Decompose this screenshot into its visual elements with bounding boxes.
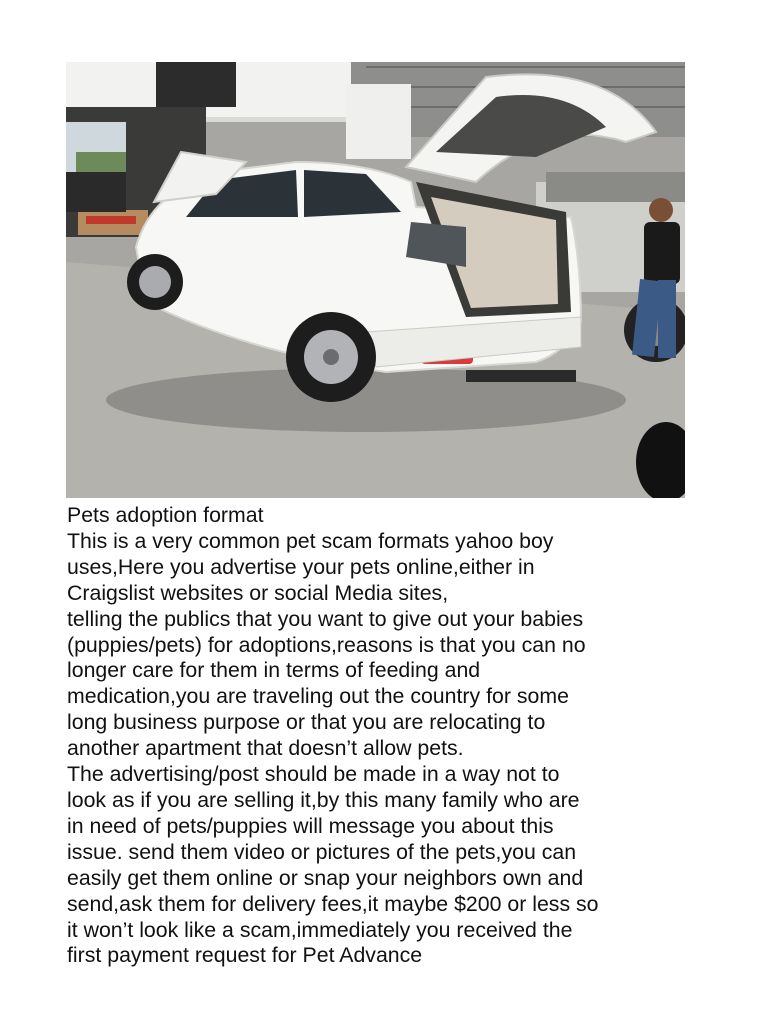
text-line: The advertising/post should be made in a way not to [67, 762, 560, 787]
text-line: send,ask them for delivery fees,it maybe $200 or less so [67, 891, 599, 916]
text-line: easily get them online or snap your neighbors own and [67, 865, 584, 890]
text-line: in need of pets/puppies will message you about this [67, 813, 554, 838]
text-line: first payment request for Pet Advance [67, 943, 423, 968]
text-line: look as if you are selling it,by this many family who are [67, 787, 580, 812]
text-line: (puppies/pets) for adoptions,reasons is that you can no [67, 632, 586, 657]
article-title: Pets adoption format [67, 503, 264, 527]
text-line: This is a very common pet scam formats yahoo boy [67, 528, 554, 553]
text-line: it won’t look like a scam,immediately you received the [67, 917, 573, 942]
text-line: longer care for them in terms of feeding and [67, 658, 481, 683]
car-photo [66, 62, 685, 498]
text-line: Craigslist websites or social Media sites, [67, 580, 449, 605]
text-line: medication,you are traveling out the country for some [67, 684, 569, 709]
text-line: long business purpose or that you are relocating to [67, 710, 546, 735]
car-illustration [66, 62, 685, 498]
text-line: uses,Here you advertise your pets online,either in [67, 554, 535, 579]
text-line: another apartment that doesn’t allow pets. [67, 736, 464, 761]
text-line: telling the publics that you want to give out your babies [67, 606, 584, 631]
text-line: issue. send them video or pictures of the pets,you can [67, 839, 577, 864]
article-text [67, 503, 707, 969]
